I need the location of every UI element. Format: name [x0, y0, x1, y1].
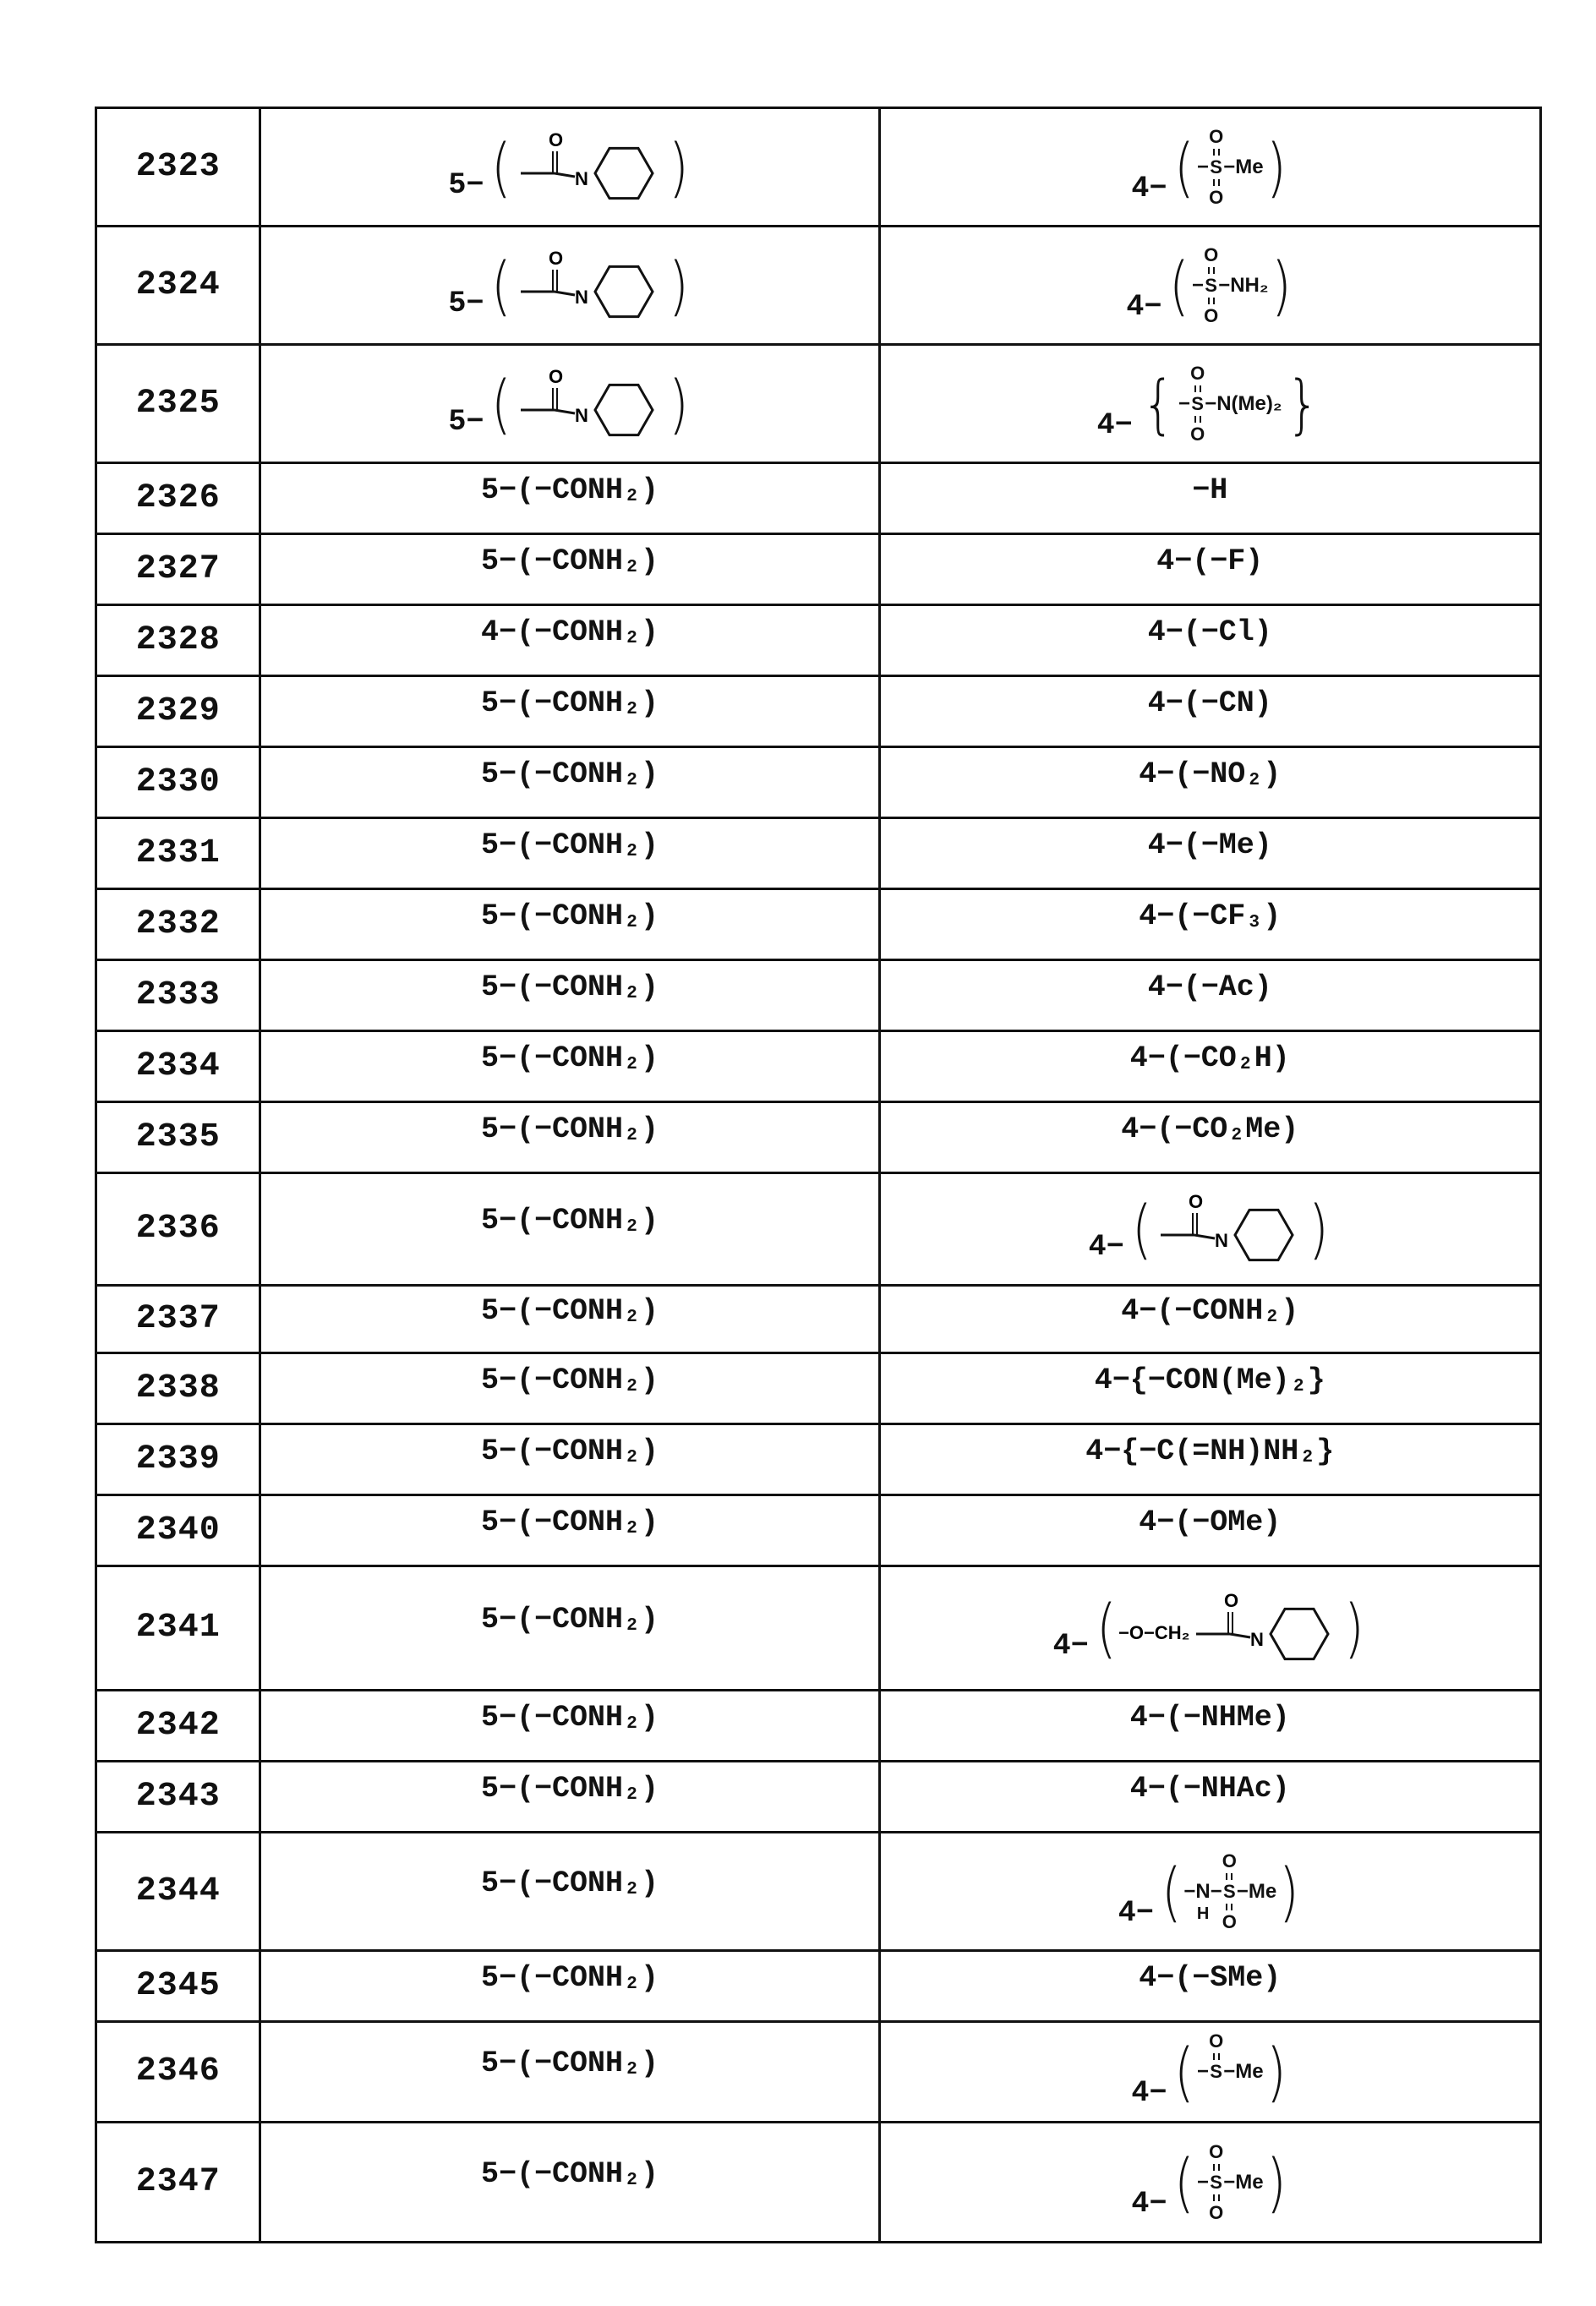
- position-prefix: 4−: [1097, 408, 1133, 442]
- open-bracket: (: [1174, 2034, 1194, 2110]
- piperidine-ring: [595, 266, 653, 316]
- sulfonyl-group: [1197, 126, 1264, 209]
- substituent-cell-1: [260, 227, 879, 345]
- structure-formula: [881, 2138, 1539, 2227]
- table-row: [96, 1031, 1541, 1102]
- substituent-cell-1: [260, 1691, 879, 1762]
- substituent-cell-1: [260, 818, 879, 889]
- substituent-cell-1: [260, 1762, 879, 1833]
- bottom-oxygen: O: [1204, 305, 1218, 327]
- open-bracket: (: [491, 129, 511, 205]
- compound-number: 2326: [96, 463, 260, 534]
- open-bracket: (: [1132, 1191, 1152, 1267]
- substituent-text: 4−(−Ac): [881, 970, 1539, 1005]
- table-row: [96, 1286, 1541, 1353]
- bond-line: [555, 173, 575, 177]
- substituent-text: 5−(−CONH₂): [261, 828, 877, 863]
- substituent-text: 4−(−Cl): [881, 615, 1539, 650]
- close-bracket: ): [1309, 1191, 1329, 1267]
- position-prefix: 4−: [1089, 1230, 1124, 1264]
- bond-line: [1194, 1235, 1215, 1238]
- sulfur-atom: S: [1223, 1881, 1236, 1903]
- substituent-text: 5−(−CONH₂): [261, 1602, 877, 1637]
- structure-formula: [881, 2027, 1539, 2117]
- substituent-text: 5−(−CONH₂): [261, 1434, 877, 1469]
- piperidine-carbonyl-structure: [514, 248, 666, 324]
- top-oxygen: O: [1190, 363, 1205, 385]
- structure-formula: [881, 1587, 1539, 1669]
- sulfur-atom: S: [1210, 2061, 1222, 2083]
- sulfur-atom: S: [1210, 156, 1222, 178]
- substituent-cell-2: [879, 1495, 1540, 1566]
- compound-number: 2345: [96, 1951, 260, 2022]
- compound-number: 2346: [96, 2022, 260, 2123]
- substituent-text: −H: [881, 473, 1539, 508]
- compound-number: 2324: [96, 227, 260, 345]
- table-row: [96, 108, 1541, 227]
- left-bond: [1197, 2060, 1209, 2084]
- sulfur-stack: [1209, 2030, 1223, 2113]
- substituent-cell-2: [879, 889, 1540, 960]
- structure-formula: [881, 123, 1539, 212]
- substituent-cell-2: [879, 2022, 1540, 2123]
- substituent-text: 5−(−CONH₂): [261, 473, 877, 508]
- substituent-cell-2: [879, 534, 1540, 605]
- carbonyl-oxygen: O: [1189, 1191, 1203, 1212]
- table-row: [96, 1762, 1541, 1833]
- substituent-cell-1: [260, 1566, 879, 1691]
- substituent-cell-2: [879, 108, 1540, 227]
- piperidine-ring: [595, 385, 653, 434]
- substituent-cell-2: [879, 605, 1540, 676]
- substituent-text: 4−(−CONH₂): [261, 615, 877, 650]
- compound-number: 2344: [96, 1833, 260, 1951]
- close-bracket: ): [669, 248, 689, 324]
- substituent-text: 5−(−CONH₂): [261, 1505, 877, 1540]
- compound-number: 2333: [96, 960, 260, 1031]
- sulfur-stack: [1209, 2141, 1223, 2224]
- sulfonyl-group: [1192, 244, 1268, 327]
- top-oxygen: O: [1209, 126, 1223, 148]
- position-prefix: 4−: [1131, 2076, 1167, 2110]
- open-bracket: (: [491, 366, 511, 442]
- substituent-cell-1: [260, 889, 879, 960]
- sulfur-stack: [1222, 1850, 1237, 1933]
- table-row: [96, 1691, 1541, 1762]
- substituent-cell-1: [260, 1495, 879, 1566]
- table-row: [96, 1424, 1541, 1495]
- table-row: [96, 1495, 1541, 1566]
- substituent-cell-1: [260, 534, 879, 605]
- top-oxygen: O: [1222, 1850, 1237, 1872]
- nitrogen-atom: N: [1215, 1230, 1228, 1251]
- bottom-oxygen: O: [1209, 187, 1223, 209]
- substituent-text: 4−(−NHAc): [881, 1771, 1539, 1806]
- double-bond-mark: [1213, 2053, 1220, 2060]
- sulfur-atom: S: [1191, 393, 1204, 415]
- table-row: [96, 345, 1541, 463]
- substituent-text: 4−(−CF₃): [881, 899, 1539, 934]
- compound-number: 2339: [96, 1424, 260, 1495]
- compound-number: 2342: [96, 1691, 260, 1762]
- substituent-cell-1: [260, 1286, 879, 1353]
- structure-formula: [881, 359, 1539, 449]
- substituent-text: 5−(−CONH₂): [261, 1700, 877, 1735]
- sulfur-stack: [1204, 244, 1218, 327]
- piperidine-carbonyl-structure: [1154, 1191, 1306, 1267]
- structure-formula: [881, 241, 1539, 331]
- table-row: [96, 1833, 1541, 1951]
- substituent-text: 4−(−CO₂Me): [881, 1112, 1539, 1147]
- substituent-text: 4−(−NHMe): [881, 1700, 1539, 1735]
- sulfonyl-group: [1183, 1850, 1276, 1933]
- substituent-text: 5−(−CONH₂): [261, 1771, 877, 1806]
- right-group: −Me: [1237, 1880, 1276, 1904]
- table-row: [96, 747, 1541, 818]
- compound-number: 2334: [96, 1031, 260, 1102]
- close-bracket: ): [1266, 2145, 1287, 2221]
- substituent-cell-1: [260, 1424, 879, 1495]
- substituent-cell-2: [879, 1173, 1540, 1286]
- compound-number: 2330: [96, 747, 260, 818]
- substituent-text: 4−(−NO₂): [881, 757, 1539, 792]
- substituent-cell-2: [879, 960, 1540, 1031]
- compound-number: 2327: [96, 534, 260, 605]
- compound-number: 2338: [96, 1353, 260, 1424]
- substituent-text: 4−(−Me): [881, 828, 1539, 863]
- lead-group: −O−CH₂: [1118, 1622, 1189, 1643]
- substituent-text: 5−(−CONH₂): [261, 1112, 877, 1147]
- table-row: [96, 605, 1541, 676]
- left-group: −: [1197, 2171, 1209, 2194]
- substituent-cell-2: [879, 1353, 1540, 1424]
- close-bracket: ): [1266, 2034, 1287, 2110]
- substituent-cell-2: [879, 1951, 1540, 2022]
- left-group: −: [1192, 274, 1204, 298]
- substituent-text: 4−{−CON(Me)₂}: [881, 1363, 1539, 1398]
- sulfur-stack: [1190, 363, 1205, 445]
- compound-number: 2328: [96, 605, 260, 676]
- double-bond-mark: [1194, 385, 1201, 392]
- close-bracket: }: [1286, 366, 1319, 442]
- substituent-text: 4−(−CONH₂): [881, 1293, 1539, 1329]
- table-row: [96, 676, 1541, 747]
- left-group: −N−: [1183, 1880, 1222, 1904]
- sulfur-atom: S: [1205, 275, 1217, 297]
- piperidine-ring: [1235, 1210, 1293, 1260]
- table-row: [96, 1102, 1541, 1173]
- right-group: −Me: [1223, 156, 1263, 179]
- substituent-text: 5−(−CONH₂): [261, 686, 877, 721]
- substituent-text: 4−(−F): [881, 544, 1539, 579]
- substituent-cell-1: [260, 1102, 879, 1173]
- carbonyl-oxygen: O: [549, 248, 563, 269]
- close-bracket: ): [1271, 248, 1291, 324]
- substituent-cell-1: [260, 747, 879, 818]
- substituent-text: 5−(−CONH₂): [261, 1960, 877, 1996]
- position-prefix: 5−: [448, 405, 484, 439]
- substituent-text: 5−(−CONH₂): [261, 544, 877, 579]
- substituent-cell-1: [260, 345, 879, 463]
- open-bracket: (: [491, 248, 511, 324]
- substituent-text: 4−{−C(=NH)NH₂}: [881, 1434, 1539, 1469]
- substituent-cell-2: [879, 345, 1540, 463]
- left-bond: [1192, 274, 1204, 298]
- substituent-cell-1: [260, 960, 879, 1031]
- double-bond-mark: [1213, 2194, 1220, 2201]
- table-row: [96, 463, 1541, 534]
- top-oxygen: O: [1209, 2141, 1223, 2163]
- table-row: [96, 889, 1541, 960]
- table-row: [96, 1566, 1541, 1691]
- left-group: −: [1178, 392, 1190, 416]
- nitrogen-atom: N: [575, 168, 588, 189]
- top-oxygen: O: [1204, 244, 1218, 266]
- double-bond-mark: [1213, 149, 1220, 156]
- substituent-cell-1: [260, 1173, 879, 1286]
- left-group: −: [1197, 156, 1209, 179]
- top-oxygen: O: [1209, 2030, 1223, 2052]
- substituent-cell-2: [879, 1286, 1540, 1353]
- compound-number: 2341: [96, 1566, 260, 1691]
- nitrogen-atom: N: [575, 405, 588, 426]
- substituent-cell-1: [260, 108, 879, 227]
- substituent-cell-1: [260, 1031, 879, 1102]
- substituent-text: 4−(−CN): [881, 686, 1539, 721]
- piperidine-carbonyl-structure: [514, 129, 666, 205]
- double-bond-mark: [1213, 179, 1220, 186]
- sulfur-atom: S: [1210, 2172, 1222, 2194]
- compound-number: 2325: [96, 345, 260, 463]
- compound-number: 2337: [96, 1286, 260, 1353]
- compound-number: 2331: [96, 818, 260, 889]
- substituent-text: 5−(−CONH₂): [261, 1866, 877, 1901]
- bond-line: [555, 292, 575, 295]
- position-prefix: 4−: [1131, 172, 1167, 205]
- substituent-cell-2: [879, 1102, 1540, 1173]
- compound-number: 2340: [96, 1495, 260, 1566]
- substituent-cell-2: [879, 463, 1540, 534]
- left-group: −: [1197, 2060, 1209, 2084]
- structure-formula: [881, 1188, 1539, 1270]
- substituent-cell-2: [879, 1762, 1540, 1833]
- compound-number: 2343: [96, 1762, 260, 1833]
- close-bracket: ): [669, 129, 689, 205]
- open-bracket: (: [1174, 2145, 1194, 2221]
- table-row: [96, 534, 1541, 605]
- substituent-cell-1: [260, 676, 879, 747]
- close-bracket: ): [1279, 1854, 1299, 1930]
- bond-line: [1230, 1634, 1250, 1637]
- position-prefix: 4−: [1126, 290, 1161, 324]
- substituent-cell-1: [260, 1833, 879, 1951]
- close-bracket: ): [1266, 129, 1287, 205]
- double-bond-mark: [1208, 267, 1215, 274]
- substituent-cell-2: [879, 747, 1540, 818]
- substituent-cell-1: [260, 1353, 879, 1424]
- piperidine-ring: [595, 148, 653, 198]
- position-prefix: 4−: [1118, 1896, 1154, 1930]
- right-group: −NH₂: [1218, 274, 1268, 298]
- substituent-cell-2: [879, 1566, 1540, 1691]
- position-prefix: 4−: [1131, 2187, 1167, 2221]
- double-bond-mark: [1208, 298, 1215, 304]
- piperidine-carbonyl-structure: [1118, 1590, 1342, 1666]
- position-prefix: 5−: [448, 168, 484, 202]
- bottom-oxygen: O: [1190, 423, 1205, 445]
- sulfur-stack: [1209, 126, 1223, 209]
- substituent-cell-2: [879, 1691, 1540, 1762]
- substituent-cell-1: [260, 1951, 879, 2022]
- table-row: [96, 960, 1541, 1031]
- table-row: [96, 2022, 1541, 2123]
- compound-number: 2332: [96, 889, 260, 960]
- close-bracket: ): [1344, 1590, 1364, 1666]
- substituent-cell-2: [879, 818, 1540, 889]
- substituent-text: 4−(−SMe): [881, 1960, 1539, 1996]
- substituent-text: 5−(−CONH₂): [261, 1293, 877, 1329]
- sulfonyl-group: [1178, 363, 1282, 445]
- substituent-cell-1: [260, 605, 879, 676]
- double-bond-mark: [1226, 1873, 1233, 1880]
- table-row: [96, 1173, 1541, 1286]
- compound-number: 2335: [96, 1102, 260, 1173]
- substituent-cell-2: [879, 1424, 1540, 1495]
- substituent-text: 5−(−CONH₂): [261, 1363, 877, 1398]
- double-bond-mark: [1226, 1904, 1233, 1910]
- position-prefix: 5−: [448, 287, 484, 320]
- structure-formula: [261, 363, 877, 445]
- compound-number: 2329: [96, 676, 260, 747]
- open-bracket: (: [1161, 1854, 1182, 1930]
- substituent-cell-1: [260, 2123, 879, 2243]
- open-bracket: (: [1169, 248, 1189, 324]
- substituent-cell-2: [879, 676, 1540, 747]
- compound-number: 2336: [96, 1173, 260, 1286]
- open-bracket: (: [1096, 1590, 1117, 1666]
- close-bracket: ): [669, 366, 689, 442]
- nitrogen-atom: N: [1250, 1629, 1264, 1650]
- substituent-text: 5−(−CONH₂): [261, 970, 877, 1005]
- substituent-text: 5−(−CONH₂): [261, 2156, 877, 2192]
- substituent-text: 5−(−CONH₂): [261, 1203, 877, 1238]
- carbonyl-oxygen: O: [549, 366, 563, 387]
- substituent-cell-2: [879, 1833, 1540, 1951]
- sulfonyl-group: [1197, 2030, 1264, 2113]
- double-bond-mark: [1213, 2164, 1220, 2171]
- piperidine-ring: [1271, 1609, 1328, 1658]
- substituent-cell-2: [879, 1031, 1540, 1102]
- carbonyl-oxygen: O: [549, 129, 563, 150]
- right-group: −Me: [1223, 2171, 1263, 2194]
- structure-formula: [261, 126, 877, 209]
- compound-table: [95, 107, 1542, 2243]
- left-bond: [1183, 1880, 1222, 1924]
- substituent-text: 5−(−CONH₂): [261, 2046, 877, 2081]
- compound-number: 2323: [96, 108, 260, 227]
- nh-hydrogen: H: [1197, 1904, 1209, 1924]
- table-row: [96, 227, 1541, 345]
- table-row: [96, 1353, 1541, 1424]
- open-bracket: (: [1174, 129, 1194, 205]
- bottom-oxygen: O: [1209, 2202, 1223, 2224]
- substituent-text: 5−(−CONH₂): [261, 899, 877, 934]
- substituent-text: 4−(−OMe): [881, 1505, 1539, 1540]
- right-group: −N(Me)₂: [1205, 392, 1282, 416]
- table-row: [96, 1951, 1541, 2022]
- position-prefix: 4−: [1053, 1629, 1089, 1663]
- carbonyl-oxygen: O: [1224, 1590, 1238, 1611]
- nitrogen-atom: N: [575, 287, 588, 308]
- substituent-text: 4−(−CO₂H): [881, 1041, 1539, 1076]
- sulfonyl-group: [1197, 2141, 1264, 2224]
- substituent-cell-2: [879, 2123, 1540, 2243]
- piperidine-carbonyl-structure: [514, 366, 666, 442]
- right-group: −Me: [1223, 2060, 1263, 2084]
- structure-formula: [881, 1847, 1539, 1937]
- double-bond-mark: [1194, 416, 1201, 423]
- compound-number: 2347: [96, 2123, 260, 2243]
- open-bracket: {: [1142, 366, 1175, 442]
- table-row: [96, 818, 1541, 889]
- substituent-text: 5−(−CONH₂): [261, 757, 877, 792]
- table-row: [96, 2123, 1541, 2243]
- left-bond: [1178, 392, 1190, 416]
- substituent-text: 5−(−CONH₂): [261, 1041, 877, 1076]
- bottom-oxygen: O: [1222, 1911, 1237, 1933]
- structure-formula: [261, 244, 877, 327]
- substituent-cell-1: [260, 463, 879, 534]
- bond-line: [555, 410, 575, 413]
- substituent-cell-1: [260, 2022, 879, 2123]
- substituent-cell-2: [879, 227, 1540, 345]
- left-bond: [1197, 156, 1209, 179]
- left-bond: [1197, 2171, 1209, 2194]
